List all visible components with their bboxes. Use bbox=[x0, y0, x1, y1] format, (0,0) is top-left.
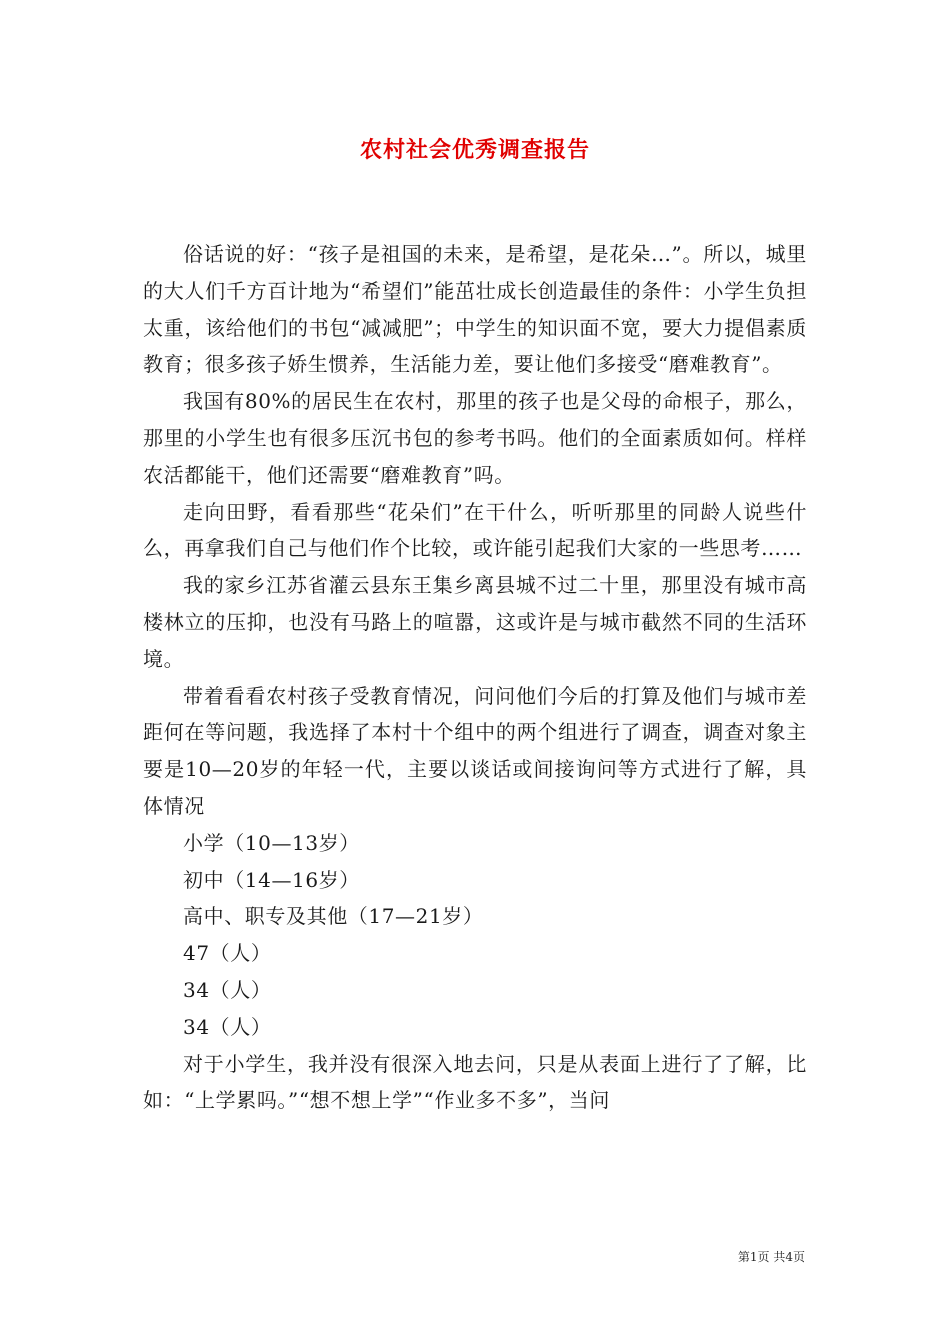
table-cell-line: 初中（14—16岁） bbox=[183, 867, 360, 892]
paragraph: 俗话说的好：“孩子是祖国的未来，是希望，是花朵…”。所以，城里的大人们千方百计地为“希望们”能茁壮成长创造最佳的条件：小学生负担太重，该给他们的书包“减减肥”；中学生的知识面不宽，要大力提倡素质教育；很多孩子娇生惯养，生活能力差，要让他们多接受“磨难教育”。 bbox=[143, 242, 807, 377]
document-body bbox=[143, 236, 807, 1119]
document-title: 农村社会优秀调查报告 bbox=[359, 137, 590, 163]
table-cell-line: 34（人） bbox=[183, 977, 272, 1002]
paragraph: 走向田野，看看那些“花朵们”在干什么，听听那里的同龄人说些什么，再拿我们自己与他们作个比较，或许能引起我们大家的一些思考…… bbox=[143, 499, 807, 561]
page-suffix: 页 bbox=[792, 1250, 805, 1264]
table-cell-line: 47（人） bbox=[183, 941, 272, 966]
paragraph: 我国有80%的居民生在农村，那里的孩子也是父母的命根子，那么，那里的小学生也有很多压沉书包的参考书吗。他们的全面素质如何。样样农活都能干，他们还需要“磨难教育”吗。 bbox=[143, 389, 807, 487]
page-current: 1 bbox=[749, 1250, 758, 1264]
table-cell-line: 小学（10—13岁） bbox=[183, 830, 360, 855]
table-cell-line: 高中、职专及其他（17—21岁） bbox=[183, 904, 484, 929]
page-number bbox=[738, 1248, 805, 1265]
table-cell-line: 34（人） bbox=[183, 1014, 272, 1039]
page-middle: 页 共 bbox=[757, 1250, 786, 1264]
paragraph: 我的家乡江苏省灌云县东王集乡离县城不过二十里，那里没有城市高楼林立的压抑，也没有马路上的喧嚣，这或许是与城市截然不同的生活环境。 bbox=[143, 573, 807, 671]
page-total: 4 bbox=[785, 1250, 793, 1264]
paragraph: 对于小学生，我并没有很深入地去问，只是从表面上进行了了解，比如：“上学累吗。”“想不想上学”“作业多不多”，当问 bbox=[143, 1051, 807, 1113]
page-prefix: 第 bbox=[737, 1250, 750, 1264]
paragraph: 带着看看农村孩子受教育情况，问问他们今后的打算及他们与城市差距何在等问题，我选择了本村十个组中的两个组进行了调查，调查对象主要是10—20岁的年轻一代，主要以谈话或间接询问等方式进行了解，具体情况 bbox=[143, 683, 807, 818]
